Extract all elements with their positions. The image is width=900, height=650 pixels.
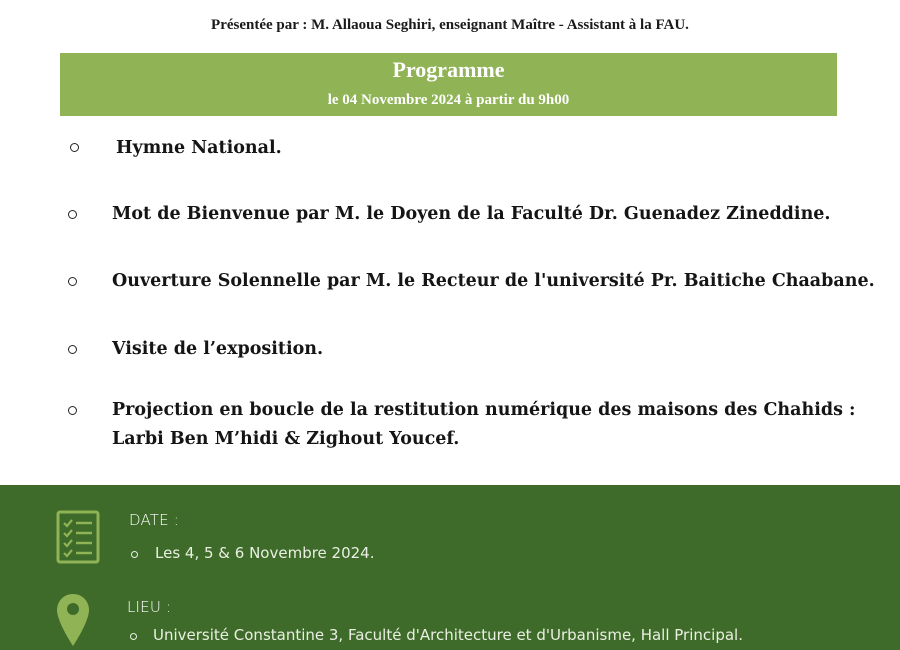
bullet-icon <box>68 210 77 219</box>
agenda-item-text: Ouverture Solennelle par M. le Recteur de l'université Pr. Baitiche Chaabane. <box>112 271 875 291</box>
bullet-icon <box>70 143 79 152</box>
bullet-icon <box>131 551 138 558</box>
bullet-icon <box>68 277 77 286</box>
place-label: LIEU : <box>127 598 172 616</box>
place-value: Université Constantine 3, Faculté d'Architecture et d'Urbanisme, Hall Principal. <box>153 626 743 644</box>
program-title: Programme <box>392 57 505 82</box>
checklist-icon <box>56 510 100 564</box>
agenda-item-text: Hymne National. <box>116 138 282 158</box>
program-date: le 04 Novembre 2024 à partir du 9h00 <box>327 92 570 108</box>
date-label: DATE : <box>129 511 180 529</box>
presenter-line: Présentée par : M. Allaoua Seghiri, enseignant Maître - Assistant à la FAU. <box>211 17 689 33</box>
date-value: Les 4, 5 & 6 Novembre 2024. <box>155 544 375 562</box>
agenda-item-text: Mot de Bienvenue par M. le Doyen de la Faculté Dr. Guenadez Zineddine. <box>112 204 831 224</box>
bullet-icon <box>68 345 77 354</box>
location-pin-icon <box>55 592 91 648</box>
agenda-item-text: Projection en boucle de la restitution numérique des maisons des Chahids : Larbi Ben M’hidi & Zighout Youcef. <box>112 400 856 449</box>
bullet-icon <box>68 406 77 415</box>
bullet-icon <box>130 633 137 640</box>
agenda-item-text: Visite de l’exposition. <box>112 339 324 359</box>
